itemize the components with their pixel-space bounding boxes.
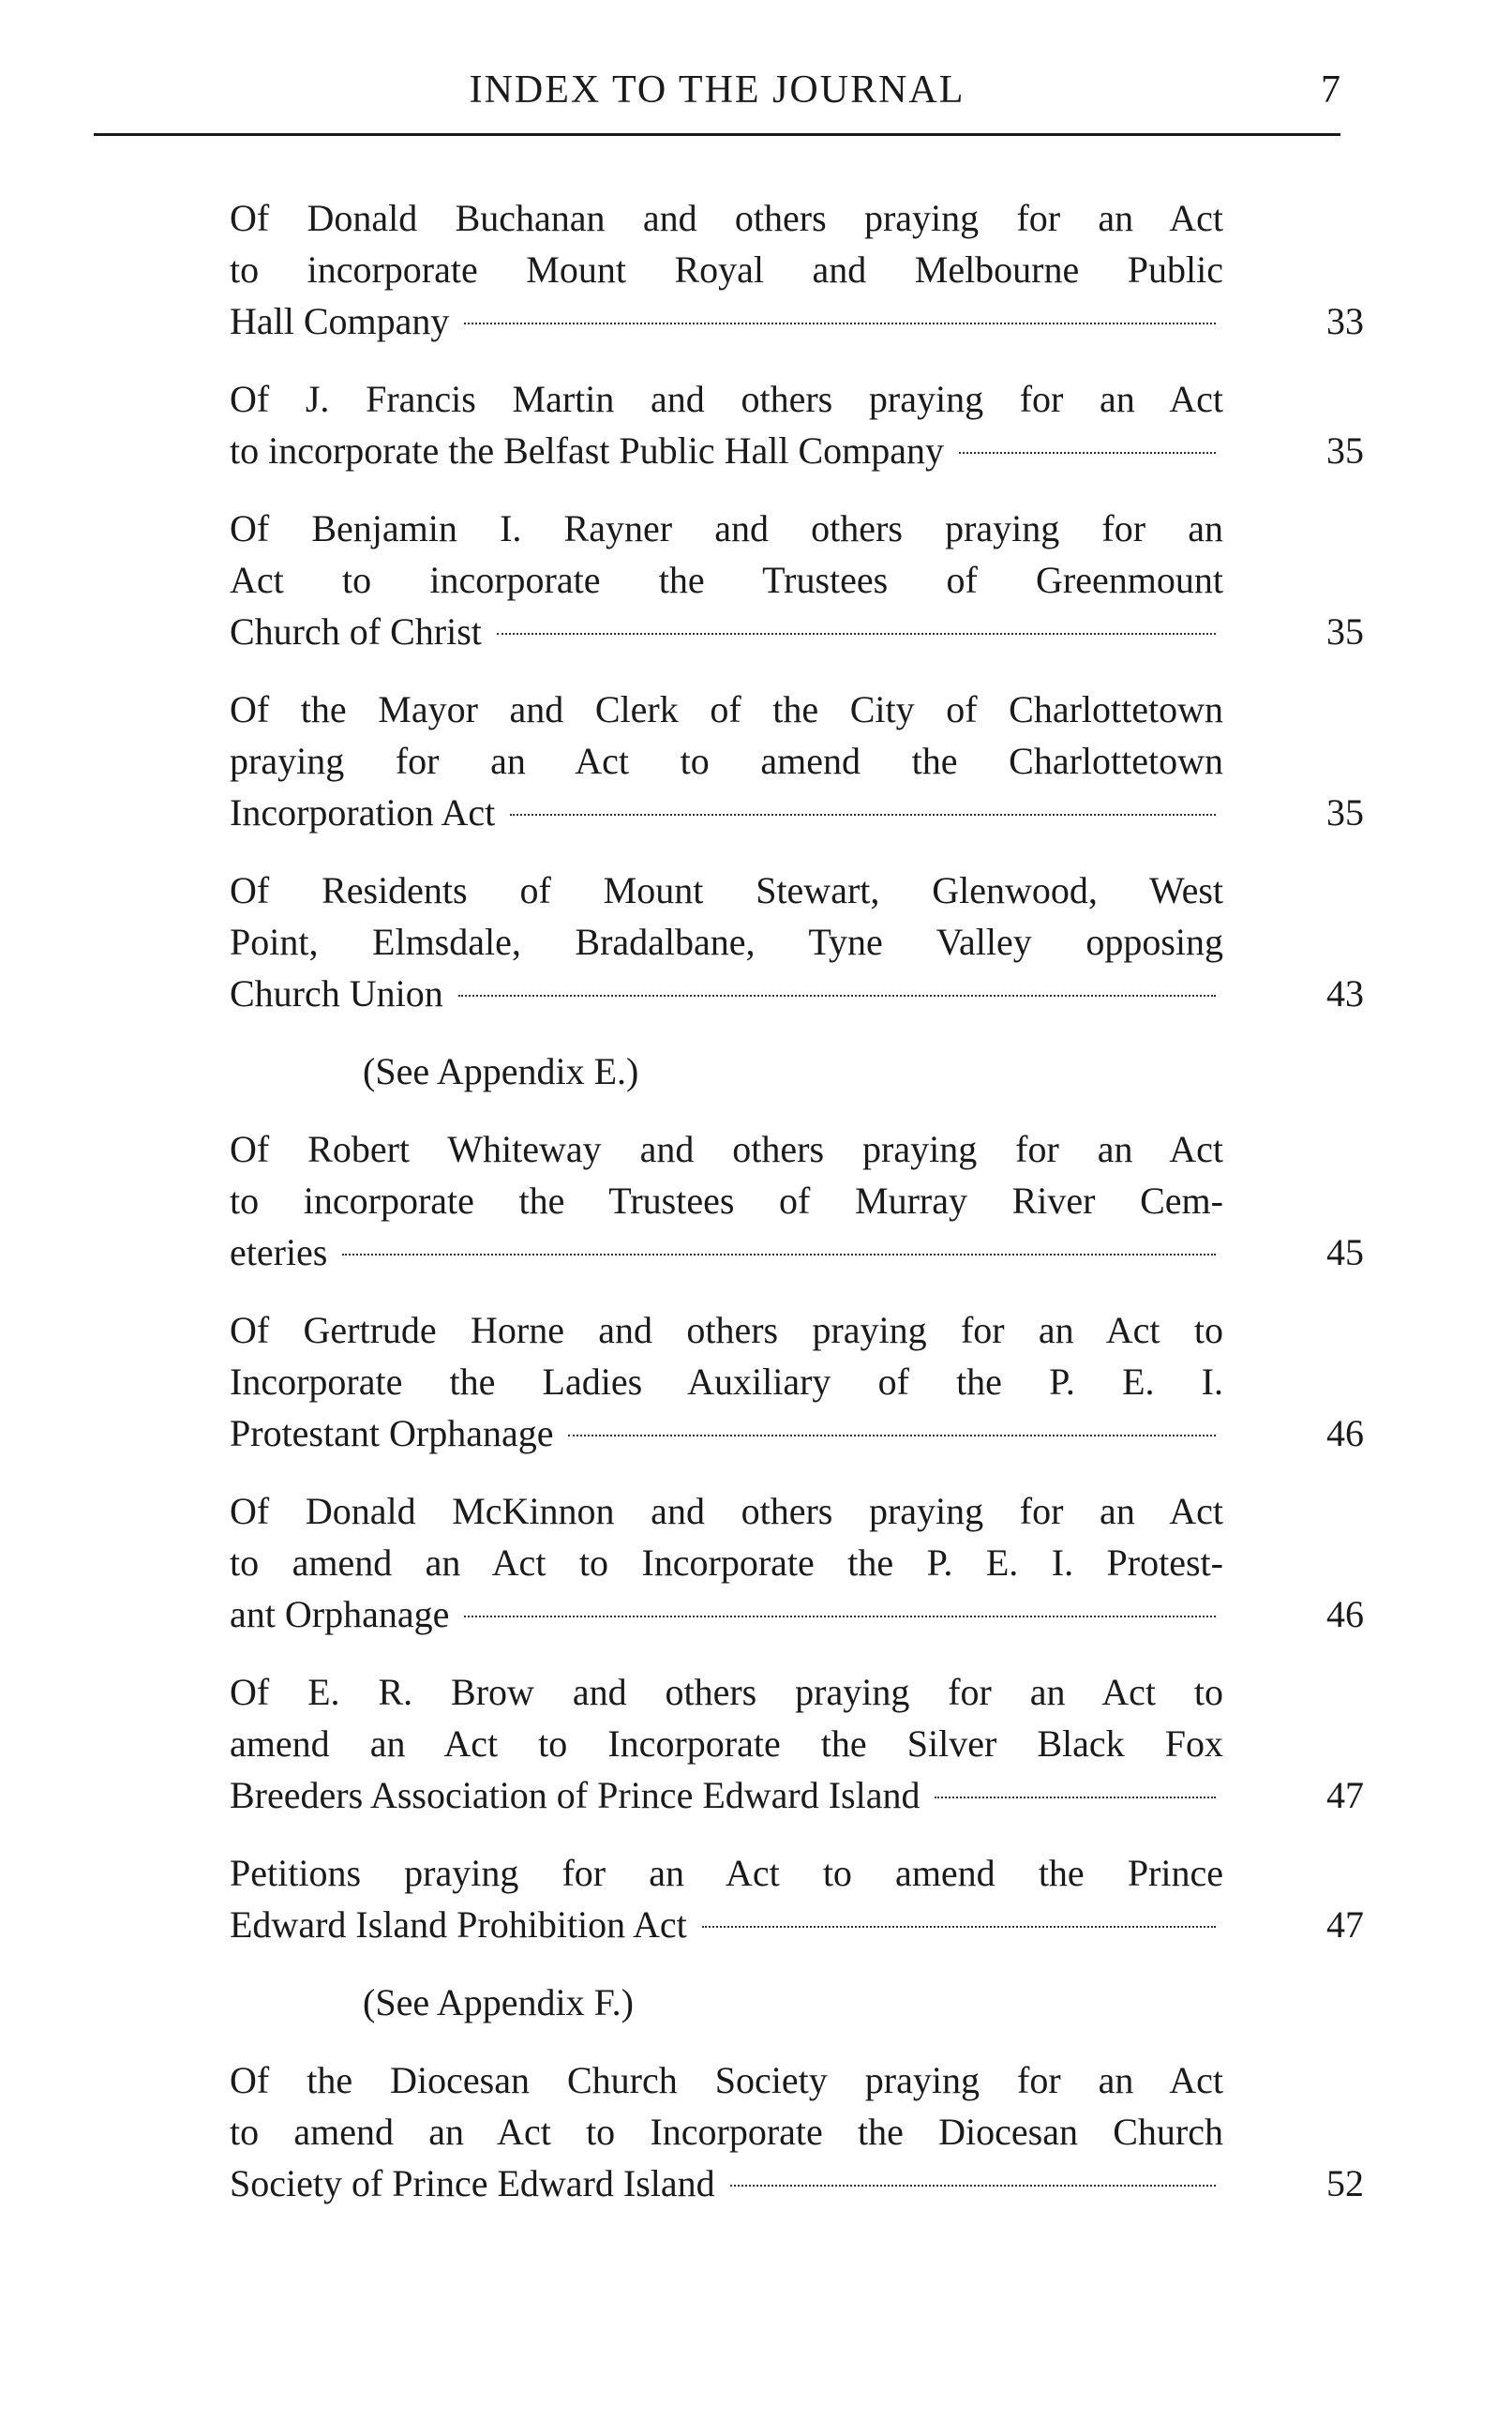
appendix-note: (See Appendix E.) [363,1050,639,1092]
entry-line: to incorporate Mount Royal and Melbourne Public [230,248,1223,291]
entry-line: Of E. R. Brow and others praying for an Act to [230,1671,1223,1713]
dot-leader [342,1254,1216,1256]
dot-leader [959,452,1216,454]
entry-line: Of Residents of Mount Stewart, Glenwood, West [230,869,1223,911]
index-entry [230,2054,1364,2209]
entry-line: Church Union [230,972,443,1015]
index-entry [230,1123,1364,1278]
entry-line: to incorporate the Belfast Public Hall Company [230,429,945,472]
entry-line: Breeders Association of Prince Edward Island [230,1774,921,1816]
entry-line: Of Gertrude Horne and others praying for an Act to [230,1309,1223,1351]
entry-line: to incorporate the Trustees of Murray River Cem- [230,1180,1223,1222]
dot-leader [458,995,1216,997]
entry-page-number: 35 [1326,429,1364,472]
entry-line: Of the Diocesan Church Society praying for an Act [230,2059,1223,2101]
entry-line: Protestant Orphanage [230,1412,554,1454]
entry-page-number: 47 [1326,1774,1364,1816]
entry-page-number: 46 [1326,1593,1364,1635]
entry-line: Church of Christ [230,610,482,653]
entry-page-number: 46 [1326,1412,1364,1454]
entry-line: to amend an Act to Incorporate the P. E. I. Protest- [230,1541,1223,1584]
entry-line: Point, Elmsdale, Bradalbane, Tyne Valley opposing [230,921,1223,963]
dot-leader [497,633,1216,635]
page-number: 7 [1321,68,1340,112]
entry-line: Of Benjamin I. Rayner and others praying for an [230,507,1223,549]
entry-line: Society of Prince Edward Island [230,2162,715,2204]
entry-page-number: 45 [1326,1231,1364,1273]
index-entry [230,503,1364,657]
header-rule [94,133,1340,136]
index-entry [230,1304,1364,1459]
dot-leader [702,1926,1216,1928]
index-entry [230,1666,1364,1821]
dot-leader [935,1797,1216,1798]
index-entry [230,373,1364,476]
dot-leader [464,1616,1216,1617]
index-entry [230,1485,1364,1640]
entry-line: to amend an Act to Incorporate the Diocesan Church [230,2111,1223,2153]
page-header [94,68,1340,124]
entry-page-number: 52 [1326,2162,1364,2204]
entry-line: Edward Island Prohibition Act [230,1903,687,1946]
entry-line: Of Donald McKinnon and others praying for an Act [230,1490,1223,1532]
index-entry [230,684,1364,838]
dot-leader [464,323,1216,324]
entry-line: Act to incorporate the Trustees of Greenmount [230,559,1223,601]
dot-leader [730,2185,1216,2187]
entry-line: Of J. Francis Martin and others praying for an Act [230,378,1223,420]
dot-leader [510,814,1216,816]
entry-line: Petitions praying for an Act to amend the Prince [230,1852,1223,1894]
entry-page-number: 47 [1326,1903,1364,1946]
entry-line: amend an Act to Incorporate the Silver Black Fox [230,1722,1223,1765]
entry-line: Hall Company [230,300,450,342]
entry-line: praying for an Act to amend the Charlottetown [230,740,1223,782]
entry-line: Incorporation Act [230,791,496,834]
entry-line: Incorporate the Ladies Auxiliary of the P. E. I. [230,1361,1223,1403]
entry-line: ant Orphanage [230,1593,450,1635]
index-entry [230,1847,1364,1950]
entry-page-number: 35 [1326,791,1364,834]
entry-line: Of the Mayor and Clerk of the City of Charlottetown [230,688,1223,730]
dot-leader [568,1435,1216,1436]
index-entry [230,192,1364,347]
entry-page-number: 33 [1326,300,1364,342]
index-entries [230,192,1364,2235]
entry-line: Of Donald Buchanan and others praying for an Act [230,197,1223,239]
entry-page-number: 35 [1326,610,1364,653]
appendix-note: (See Appendix F.) [363,1981,634,2023]
entry-line: Of Robert Whiteway and others praying for an Act [230,1128,1223,1170]
index-entry [230,865,1364,1019]
entry-line: eteries [230,1231,328,1273]
running-title: INDEX TO THE JOURNAL [469,68,966,112]
entry-page-number: 43 [1326,972,1364,1015]
